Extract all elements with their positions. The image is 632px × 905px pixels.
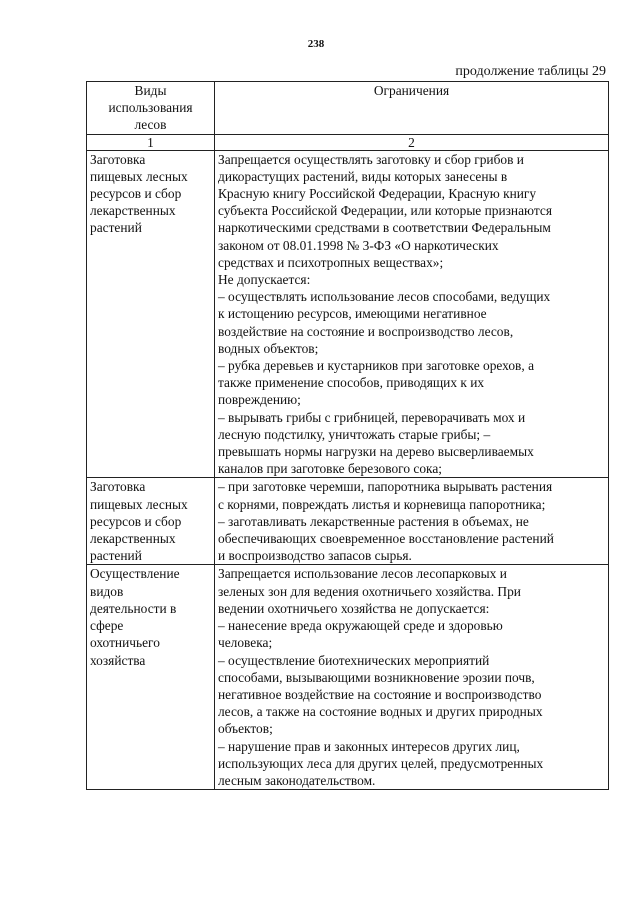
restriction-text-cell <box>215 478 609 565</box>
restriction-text-line: лесную подстилку, уничтожать старые грибы; – <box>218 426 491 442</box>
restriction-text-line: человека; <box>218 635 273 651</box>
header-col1-line: использования <box>108 100 193 116</box>
forest-use-type-line: хозяйства <box>90 652 146 668</box>
restriction-text-line: – при заготовке черемши, папоротника вырывать растения <box>218 479 553 495</box>
forest-use-type-line: растений <box>90 220 142 236</box>
header-col1-line: лесов <box>134 117 167 133</box>
restriction-text-line: с корнями, повреждать листья и корневища папоротника; <box>218 496 546 512</box>
forest-use-type-line: ресурсов и сбор <box>90 186 182 202</box>
table-row <box>87 150 609 478</box>
restriction-text-line: ведении охотничьего хозяйства не допускается: <box>218 600 490 616</box>
restrictions-table <box>86 81 609 790</box>
restriction-text-line: зеленых зон для ведения охотничьего хозяйства. При <box>218 583 521 599</box>
column-number: 2 <box>215 134 609 150</box>
restriction-text-cell <box>215 565 609 790</box>
forest-use-type-line: ресурсов и сбор <box>90 513 182 529</box>
table-continuation-label: продолжение таблицы 29 <box>455 64 606 79</box>
header-restrictions: Ограничения <box>215 82 609 135</box>
header-col1-line: Виды <box>134 83 167 98</box>
restriction-text-line: – осуществлять использование лесов способами, ведущих <box>218 289 551 305</box>
restriction-text-line: водных объектов; <box>218 340 319 356</box>
restriction-text-line: законом от 08.01.1998 № 3-ФЗ «О наркотических <box>218 237 499 253</box>
header-forest-use-types <box>87 82 215 135</box>
forest-use-type-line: сфере <box>90 618 124 634</box>
column-number: 1 <box>87 134 215 150</box>
forest-use-type-line: охотничьего <box>90 635 160 651</box>
restriction-text-line: средствах и психотропных веществах»; <box>218 254 444 270</box>
restriction-text-line: к истощению ресурсов, имеющими негативное <box>218 306 487 322</box>
restriction-text-line: лесным законодательством. <box>218 772 376 788</box>
forest-use-type-cell <box>87 150 215 478</box>
forest-use-type-line: пищевых лесных <box>90 168 188 184</box>
forest-use-type-line: пищевых лесных <box>90 496 188 512</box>
restriction-text-line: и воспроизводство запасов сырья. <box>218 548 412 564</box>
restriction-text-line: Запрещается осуществлять заготовку и сбор грибов и <box>218 151 524 167</box>
restriction-text-line: наркотическими средствами в соответствии Федеральным <box>218 220 551 236</box>
restriction-text-line: – заготавливать лекарственные растения в объемах, не <box>218 513 529 529</box>
forest-use-type-cell <box>87 478 215 565</box>
restriction-text-line: Не допускается: <box>218 272 311 288</box>
column-number-row <box>87 134 609 150</box>
forest-use-type-line: деятельности в <box>90 600 177 616</box>
restriction-text-line: повреждению; <box>218 392 301 408</box>
restriction-text-cell <box>215 150 609 478</box>
restriction-text-line: объектов; <box>218 721 273 737</box>
restriction-text-line: каналов при заготовке березового сока; <box>218 461 442 477</box>
restriction-text-line: лесов, а также на состояние водных и других природных <box>218 704 543 720</box>
restriction-text-line: субъекта Российской Федерации, или которые признаются <box>218 203 552 219</box>
restriction-text-line: также применение способов, приводящих к их <box>218 375 485 391</box>
restriction-text-line: превышать нормы нагрузки на дерево высверливаемых <box>218 444 534 460</box>
forest-use-type-line: Осуществление <box>90 566 180 582</box>
table-row <box>87 565 609 790</box>
forest-use-type-line: лекарственных <box>90 531 176 547</box>
restriction-text-line: – нанесение вреда окружающей среде и здоровью <box>218 618 503 634</box>
restriction-text-line: – рубка деревьев и кустарников при заготовке орехов, а <box>218 358 535 374</box>
restriction-text-line: обеспечивающих своевременное восстановление растений <box>218 531 554 547</box>
table-header-row <box>87 82 609 135</box>
forest-use-type-line: растений <box>90 548 142 564</box>
restriction-text-line: – осуществление биотехнических мероприятий <box>218 652 490 668</box>
forest-use-type-cell <box>87 565 215 790</box>
forest-use-type-line: Заготовка <box>90 479 146 495</box>
forest-use-type-line: лекарственных <box>90 203 176 219</box>
table-row <box>87 478 609 565</box>
forest-use-type-line: Заготовка <box>90 151 146 167</box>
restriction-text-line: воздействие на состояние и воспроизводство лесов, <box>218 323 514 339</box>
restriction-text-line: дикорастущих растений, виды которых занесены в <box>218 168 508 184</box>
restriction-text-line: Запрещается использование лесов лесопарковых и <box>218 566 507 582</box>
restriction-text-line: использующих леса для других целей, предусмотренных <box>218 755 544 771</box>
restriction-text-line: способами, вызывающими возникновение эрозии почв, <box>218 669 535 685</box>
restriction-text-line: – нарушение прав и законных интересов других лиц, <box>218 738 520 754</box>
page-number: 238 <box>307 38 325 50</box>
restriction-text-line: – вырывать грибы с грибницей, переворачивать мох и <box>218 409 526 425</box>
restriction-text-line: Красную книгу Российской Федерации, Красную книгу <box>218 186 537 202</box>
restriction-text-line: негативное воздействие на состояние и воспроизводство <box>218 686 542 702</box>
forest-use-type-line: видов <box>90 583 124 599</box>
